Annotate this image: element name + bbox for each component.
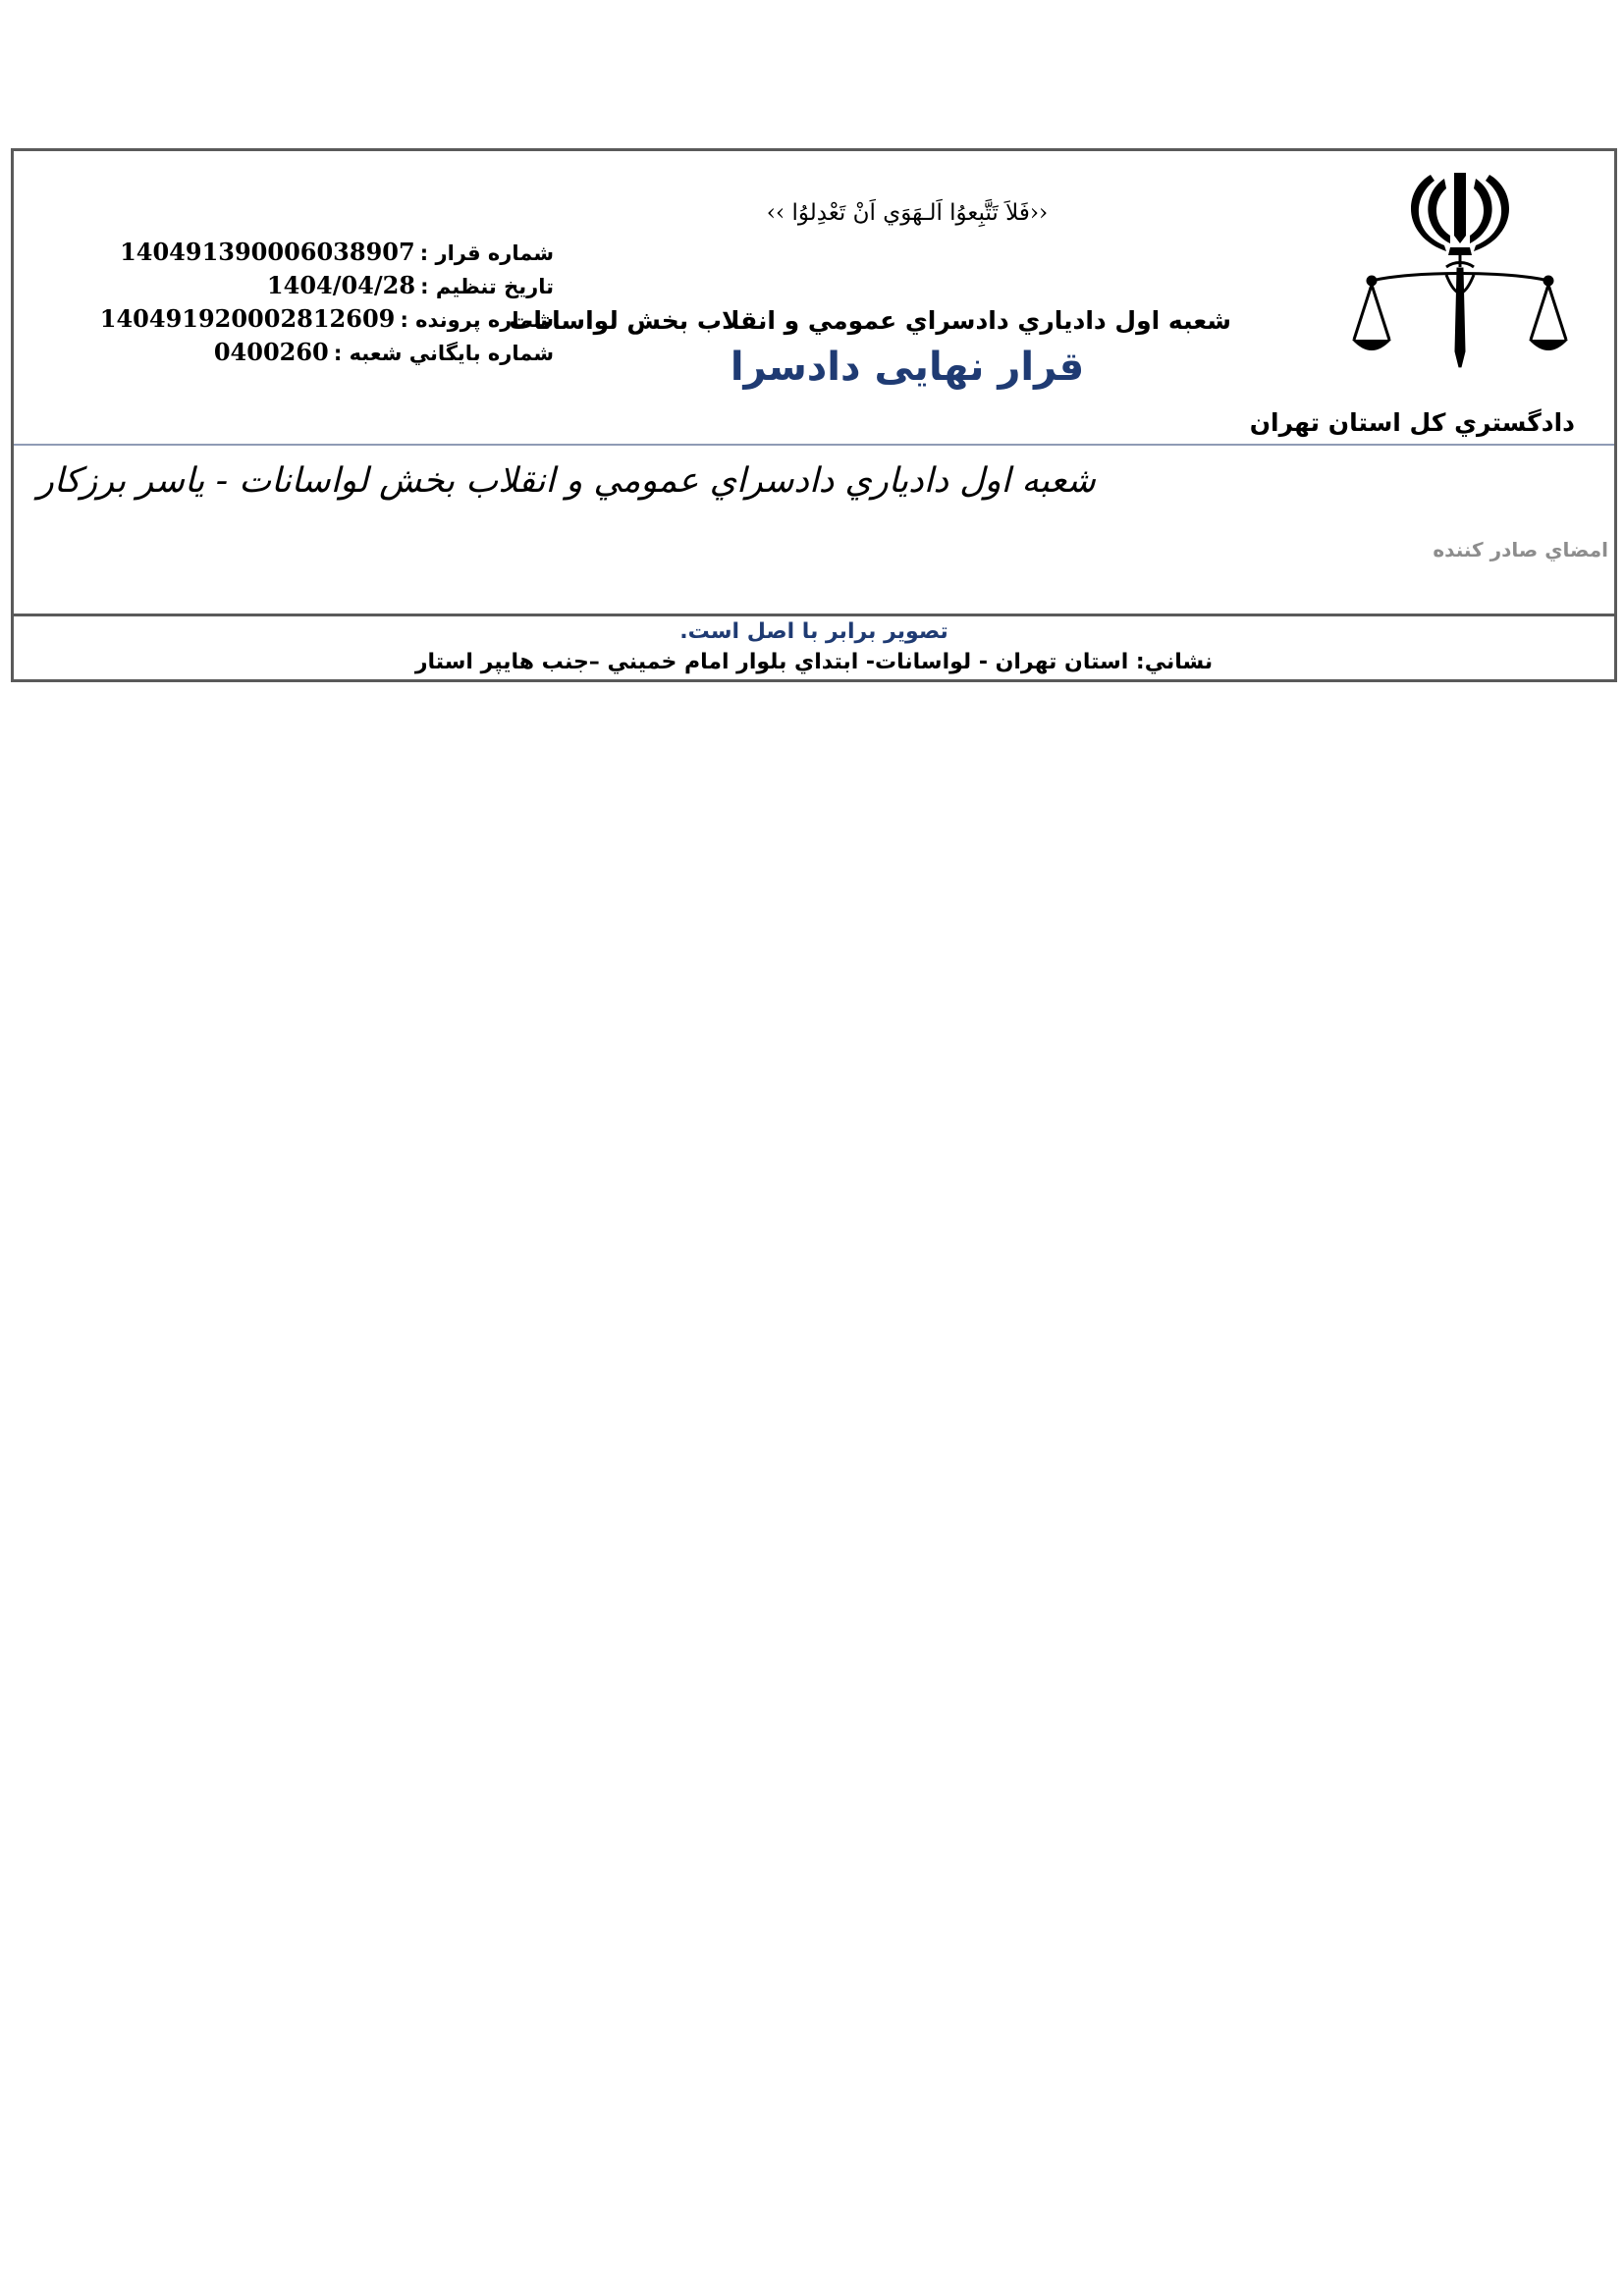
case-number-label: شماره پرونده :	[400, 308, 554, 332]
copy-certification-note: تصوير برابر با اصل است.	[679, 619, 948, 644]
signature-section	[14, 446, 1614, 616]
decision-title: قرار نهايى دادسرا	[730, 345, 1085, 390]
archive-number-value: 0400260	[213, 338, 329, 366]
document-meta	[99, 236, 554, 369]
signature-caption: امضاي صادر كننده	[1433, 538, 1608, 561]
issue-date-value: 1404/04/28	[266, 271, 416, 299]
case-number-value: 140491920002812609	[99, 304, 396, 333]
archive-number-row	[151, 336, 554, 369]
issue-date-row	[151, 269, 554, 302]
judiciary-emblem-icon	[1352, 165, 1568, 391]
organization-name: دادگستري كل استان تهران	[1249, 408, 1575, 437]
document-header	[14, 151, 1614, 446]
signer-name: شعبه اول دادياري دادسراي عمومي و انقلاب بخش لواسانات - ياسر برزكار	[37, 461, 1096, 501]
issue-date-label: تاريخ تنظيم :	[420, 275, 554, 298]
decision-document	[11, 148, 1617, 682]
document-footer	[14, 616, 1614, 679]
branch-title: شعبه اول دادياري دادسراي عمومي و انقلاب بخش لواسانات	[509, 306, 1231, 335]
decision-number-row	[120, 236, 554, 269]
case-number-row	[99, 302, 554, 336]
emblem-block	[1249, 161, 1602, 441]
decision-number-label: شماره قرار :	[419, 241, 554, 265]
quran-verse: ‹‹فَلاَ تَتَّبِعوُا اَلـهَوَي اَنْ تَعْدِلوُا ››	[766, 200, 1049, 226]
court-address: نشاني: استان تهران - لواسانات- ابتداي بلوار امام خميني –جنب هايپر استار	[414, 650, 1214, 674]
decision-number-value: 140491390006038907	[120, 238, 415, 266]
title-block	[509, 151, 1251, 446]
archive-number-label: شماره بايگاني شعبه :	[333, 342, 554, 365]
